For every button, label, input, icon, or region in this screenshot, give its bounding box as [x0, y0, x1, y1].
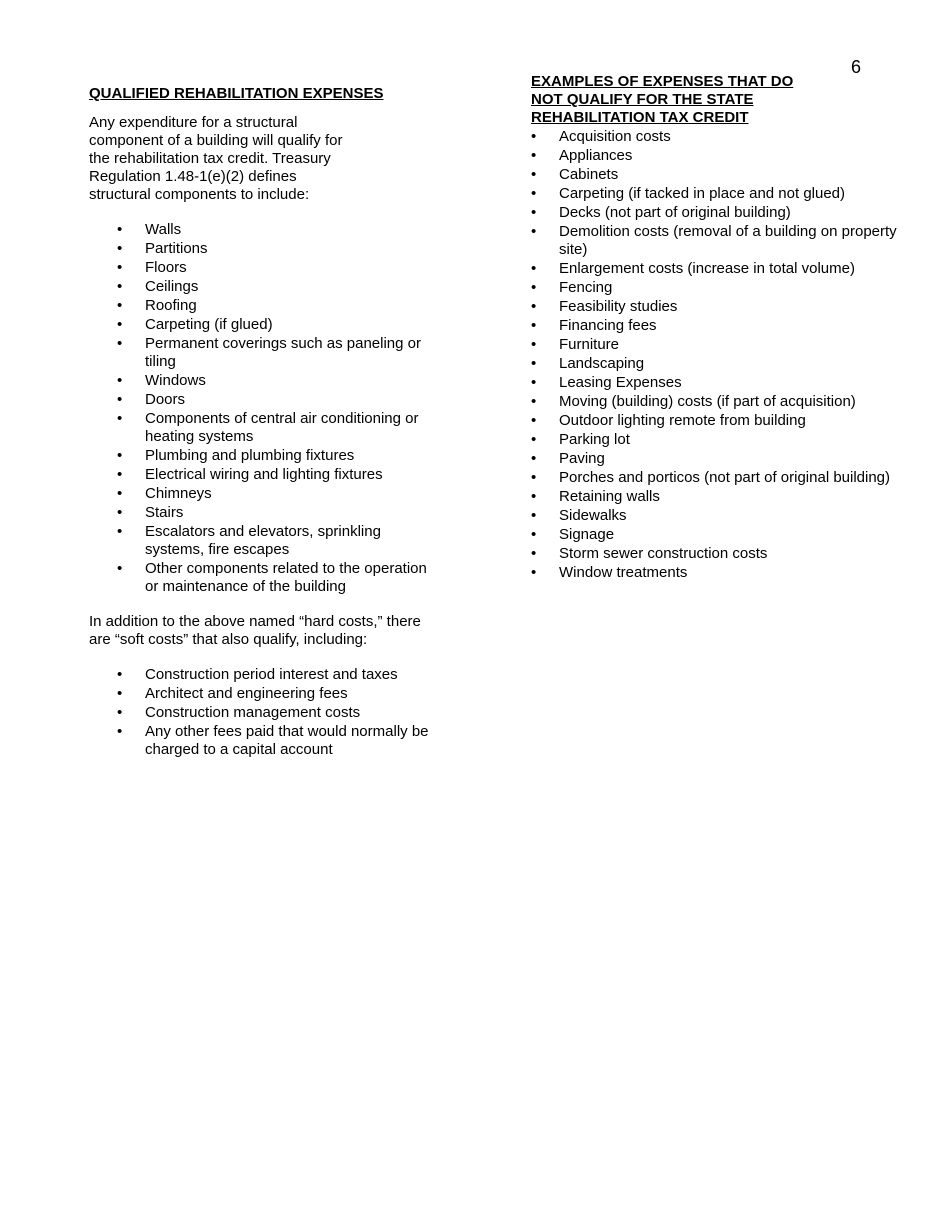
- non-qualified-item: [531, 260, 916, 278]
- intro-line: the rehabilitation tax credit. Treasury: [89, 150, 331, 167]
- qualified-expenses-heading: QUALIFIED REHABILITATION EXPENSES: [89, 85, 384, 102]
- non-qualified-item: [531, 336, 916, 354]
- bullet-icon: •: [117, 704, 123, 721]
- hard-cost-item: [89, 523, 439, 559]
- hard-cost-item: [89, 447, 439, 465]
- non-qualified-item: [531, 431, 916, 449]
- hard-cost-item-label: Permanent coverings such as paneling or tiling: [145, 335, 421, 370]
- hard-cost-item-label: Ceilings: [145, 278, 199, 295]
- non-qualified-item-label: Financing fees: [559, 317, 657, 334]
- non-qualified-item: [531, 374, 916, 392]
- bullet-icon: •: [117, 316, 123, 333]
- non-qualified-item: [531, 355, 916, 373]
- non-qualified-item-label: Moving (building) costs (if part of acquisition): [559, 393, 856, 410]
- bullet-icon: •: [531, 526, 537, 543]
- bullet-icon: •: [531, 545, 537, 562]
- hard-costs-list: [89, 221, 439, 596]
- hard-cost-item: [89, 221, 439, 239]
- bullet-icon: •: [117, 447, 123, 464]
- non-qualified-item-label: Leasing Expenses: [559, 374, 682, 391]
- bullet-icon: •: [117, 523, 123, 540]
- bullet-icon: •: [531, 393, 537, 410]
- non-qualified-item: [531, 298, 916, 316]
- hard-cost-item-label: Components of central air conditioning or heating systems: [145, 410, 419, 445]
- non-qualified-item-label: Feasibility studies: [559, 298, 678, 315]
- non-qualified-item: [531, 526, 916, 544]
- hard-cost-item: [89, 466, 439, 484]
- hard-cost-item-label: Windows: [145, 372, 206, 389]
- non-qualified-item-label: Window treatments: [559, 564, 688, 581]
- non-qualified-item-label: Sidewalks: [559, 507, 627, 524]
- hard-cost-item-label: Partitions: [145, 240, 208, 257]
- bullet-icon: •: [531, 431, 537, 448]
- bullet-icon: •: [531, 488, 537, 505]
- bullet-icon: •: [117, 410, 123, 427]
- hard-cost-item: [89, 335, 439, 371]
- soft-costs-intro: In addition to the above named “hard costs,” there are “soft costs” that also qualify, including:: [89, 613, 421, 648]
- hard-cost-item-label: Other components related to the operation or maintenance of the building: [145, 560, 427, 595]
- non-qualified-item: [531, 488, 916, 506]
- soft-cost-item: [89, 685, 439, 703]
- bullet-icon: •: [531, 147, 537, 164]
- qualified-intro-paragraph: [89, 114, 439, 204]
- hard-cost-item-label: Roofing: [145, 297, 197, 314]
- non-qualified-item-label: Cabinets: [559, 166, 619, 183]
- page-number: 6: [851, 57, 862, 77]
- bullet-icon: •: [531, 166, 537, 183]
- bullet-icon: •: [117, 335, 123, 352]
- bullet-icon: •: [117, 372, 123, 389]
- hard-cost-item-label: Doors: [145, 391, 186, 408]
- hard-cost-item: [89, 278, 439, 296]
- non-qualified-item-label: Outdoor lighting remote from building: [559, 412, 806, 429]
- hard-cost-item-label: Walls: [145, 221, 182, 238]
- hard-cost-item: [89, 560, 439, 596]
- bullet-icon: •: [117, 240, 123, 257]
- bullet-icon: •: [531, 355, 537, 372]
- soft-cost-item-label: Construction period interest and taxes: [145, 666, 398, 683]
- non-qualified-item-label: Signage: [559, 526, 615, 543]
- hard-cost-item-label: Floors: [145, 259, 187, 276]
- non-qualified-item-label: Carpeting (if tacked in place and not glued): [559, 185, 846, 202]
- hard-cost-item-label: Carpeting (if glued): [145, 316, 273, 333]
- intro-line: Regulation 1.48-1(e)(2) defines: [89, 168, 297, 185]
- non-qualified-list: [531, 128, 916, 582]
- bullet-icon: •: [117, 723, 123, 740]
- non-qualified-item: [531, 564, 916, 582]
- bullet-icon: •: [117, 504, 123, 521]
- hard-cost-item: [89, 259, 439, 277]
- heading-line: REHABILITATION TAX CREDIT: [531, 109, 749, 126]
- intro-line: Any expenditure for a structural: [89, 114, 298, 131]
- non-qualified-item-label: Furniture: [559, 336, 620, 353]
- non-qualified-item-label: Enlargement costs (increase in total volume): [559, 260, 855, 277]
- non-qualified-item-label: Acquisition costs: [559, 128, 671, 145]
- hard-cost-item: [89, 372, 439, 390]
- non-qualified-item: [531, 507, 916, 525]
- heading-line: EXAMPLES OF EXPENSES THAT DO: [531, 73, 794, 90]
- non-qualified-item: [531, 450, 916, 468]
- bullet-icon: •: [531, 223, 537, 240]
- non-qualified-item: [531, 469, 916, 487]
- non-qualified-item-label: Demolition costs (removal of a building on property site): [559, 223, 897, 258]
- bullet-icon: •: [531, 279, 537, 296]
- soft-costs-list: [89, 666, 439, 759]
- non-qualified-item: [531, 166, 916, 184]
- bullet-icon: •: [531, 469, 537, 486]
- non-qualified-item-label: Landscaping: [559, 355, 645, 372]
- hard-cost-item: [89, 316, 439, 334]
- bullet-icon: •: [117, 485, 123, 502]
- bullet-icon: •: [531, 204, 537, 221]
- bullet-icon: •: [531, 336, 537, 353]
- non-qualified-item-label: Paving: [559, 450, 605, 467]
- non-qualified-item: [531, 317, 916, 335]
- bullet-icon: •: [117, 560, 123, 577]
- bullet-icon: •: [117, 278, 123, 295]
- hard-cost-item-label: Plumbing and plumbing fixtures: [145, 447, 355, 464]
- non-qualified-item: [531, 393, 916, 411]
- hard-cost-item: [89, 240, 439, 258]
- hard-cost-item-label: Chimneys: [145, 485, 212, 502]
- hard-cost-item: [89, 410, 439, 446]
- hard-cost-item-label: Escalators and elevators, sprinkling systems, fire escapes: [145, 523, 381, 558]
- bullet-icon: •: [117, 666, 123, 683]
- non-qualified-item: [531, 545, 916, 563]
- non-qualified-heading: [531, 73, 916, 127]
- soft-cost-item-label: Construction management costs: [145, 704, 361, 721]
- non-qualified-item-label: Storm sewer construction costs: [559, 545, 768, 562]
- soft-cost-item: [89, 666, 439, 684]
- hard-cost-item: [89, 391, 439, 409]
- qualified-expenses-column: [89, 85, 439, 760]
- bullet-icon: •: [531, 450, 537, 467]
- bullet-icon: •: [117, 391, 123, 408]
- bullet-icon: •: [117, 297, 123, 314]
- hard-cost-item: [89, 504, 439, 522]
- non-qualified-item-label: Decks (not part of original building): [559, 204, 791, 221]
- intro-line: component of a building will qualify for: [89, 132, 343, 149]
- bullet-icon: •: [531, 317, 537, 334]
- non-qualified-item-label: Retaining walls: [559, 488, 660, 505]
- non-qualified-item-label: Fencing: [559, 279, 613, 296]
- non-qualified-item-label: Parking lot: [559, 431, 630, 448]
- non-qualified-item-label: Porches and porticos (not part of original building): [559, 469, 891, 486]
- non-qualified-item: [531, 412, 916, 430]
- bullet-icon: •: [531, 298, 537, 315]
- soft-cost-item: [89, 704, 439, 722]
- bullet-icon: •: [531, 507, 537, 524]
- bullet-icon: •: [117, 685, 123, 702]
- heading-line: NOT QUALIFY FOR THE STATE: [531, 91, 754, 108]
- bullet-icon: •: [531, 412, 537, 429]
- non-qualified-expenses-column: [531, 73, 916, 583]
- bullet-icon: •: [531, 260, 537, 277]
- non-qualified-item: [531, 279, 916, 297]
- non-qualified-item-label: Appliances: [559, 147, 633, 164]
- bullet-icon: •: [531, 564, 537, 581]
- intro-line: structural components to include:: [89, 186, 310, 203]
- soft-cost-item: [89, 723, 439, 759]
- bullet-icon: •: [531, 374, 537, 391]
- non-qualified-item: [531, 128, 916, 146]
- non-qualified-item: [531, 204, 916, 222]
- non-qualified-item: [531, 223, 916, 259]
- bullet-icon: •: [117, 221, 123, 238]
- bullet-icon: •: [117, 466, 123, 483]
- non-qualified-item: [531, 147, 916, 165]
- bullet-icon: •: [117, 259, 123, 276]
- bullet-icon: •: [531, 128, 537, 145]
- hard-cost-item: [89, 297, 439, 315]
- non-qualified-item: [531, 185, 916, 203]
- hard-cost-item-label: Stairs: [145, 504, 184, 521]
- soft-cost-item-label: Architect and engineering fees: [145, 685, 348, 702]
- soft-cost-item-label: Any other fees paid that would normally be charged to a capital account: [145, 723, 429, 758]
- bullet-icon: •: [531, 185, 537, 202]
- hard-cost-item: [89, 485, 439, 503]
- hard-cost-item-label: Electrical wiring and lighting fixtures: [145, 466, 383, 483]
